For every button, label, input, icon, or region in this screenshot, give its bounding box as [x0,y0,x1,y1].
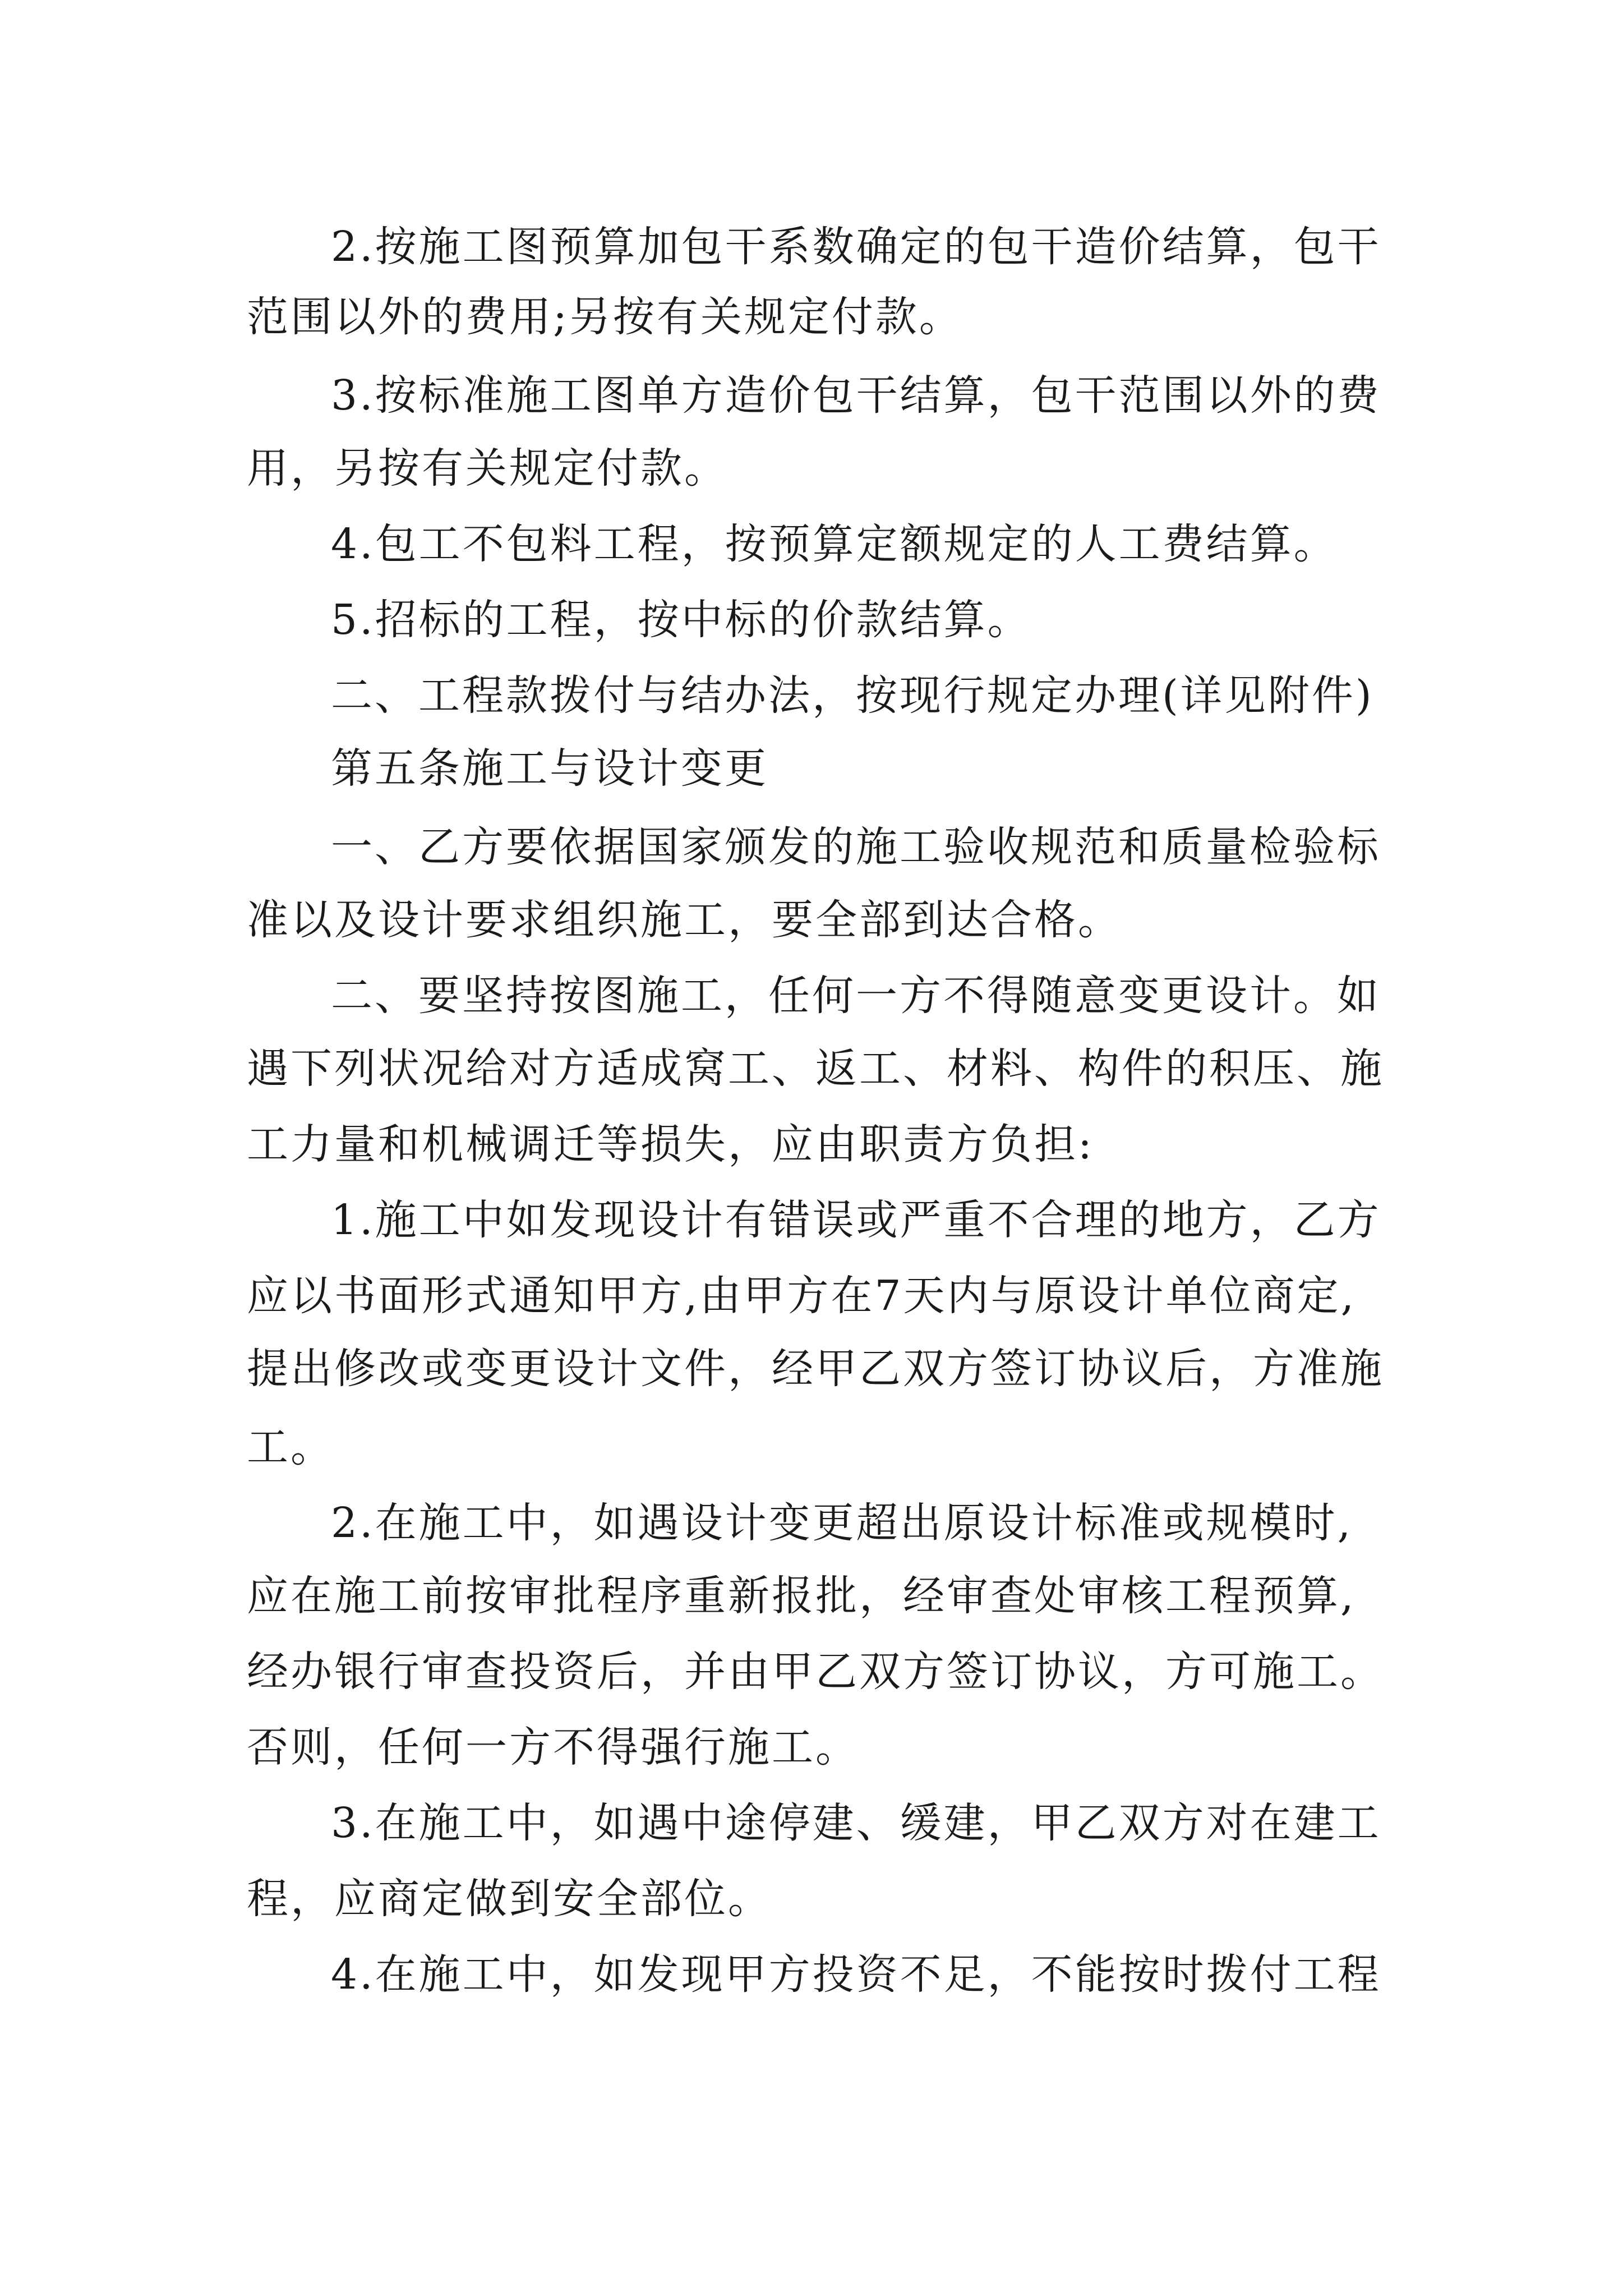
text-line: 第五条施工与设计变更 [331,744,768,793]
text-line: 1.施工中如发现设计有错误或严重不合理的地方，乙方 [331,1196,1381,1244]
text-line: 提出修改或变更设计文件，经甲乙双方签订协议后，方准施 [247,1345,1384,1393]
text-line: 用，另按有关规定付款。 [247,444,728,493]
text-line: 范围以外的费用;另按有关规定付款。 [247,293,963,341]
text-line: 3.在施工中，如遇中途停建、缓建，甲乙双方对在建工 [331,1799,1381,1847]
text-line: 应在施工前按审批程序重新报批，经审查处审核工程预算, [247,1572,1356,1620]
text-line: 5.招标的工程，按中标的价款结算。 [331,596,1031,644]
text-line: 遇下列状况给对方适成窝工、返工、材料、构件的积压、施 [247,1045,1384,1093]
text-line: 2.按施工图预算加包干系数确定的包干造价结算，包干 [331,223,1381,271]
text-line: 否则，任何一方不得强行施工。 [247,1723,859,1772]
text-line: 3.按标准施工图单方造价包干结算，包干范围以外的费 [331,371,1381,420]
text-line: 程，应商定做到安全部位。 [247,1875,772,1923]
text-line: 一、乙方要依据国家颁发的施工验收规范和质量检验标 [331,823,1381,871]
text-line: 应以书面形式通知甲方,由甲方在7天内与原设计单位商定, [247,1272,1357,1320]
text-line: 准以及设计要求组织施工，要全部到达合格。 [247,896,1122,944]
text-line: 二、工程款拨付与结办法，按现行规定办理(详见附件) [331,671,1374,720]
text-line: 4.包工不包料工程，按预算定额规定的人工费结算。 [331,520,1338,568]
text-line: 工力量和机械调迁等损失，应由职责方负担: [247,1120,1094,1168]
text-line: 工。 [247,1423,334,1471]
text-line: 2.在施工中，如遇设计变更超出原设计标准或规模时, [331,1499,1353,1547]
text-line: 经办银行审查投资后，并由甲乙双方签订协议，方可施工。 [247,1648,1384,1696]
text-line: 二、要坚持按图施工，任何一方不得随意变更设计。如 [331,972,1381,1020]
text-line: 4.在施工中，如发现甲方投资不足，不能按时拨付工程 [331,1950,1381,1999]
